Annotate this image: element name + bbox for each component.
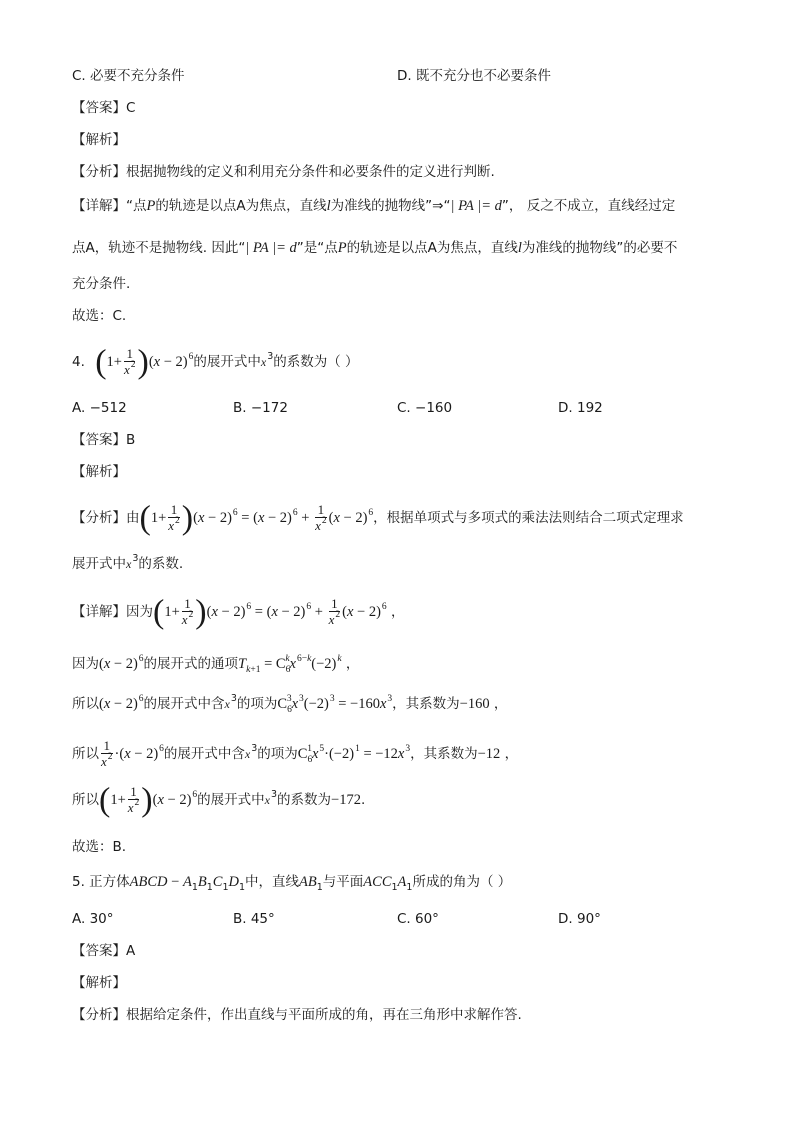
q5-fenxi: 【分析】根据给定条件，作出直线与平面所成的角，再在三角形中求解作答. [72,1007,522,1023]
q4-xiangjie-line4: 所以 $\frac{1}{x^2}$ $\cdot(x - 2)^6$的展开式中含$x^3$的项为$C_6^1x^5\cdot(-2)^1 = -12x^3$，其系数为−12 ， [72,737,519,769]
text: 的轨迹是以点A为焦点，直线 [346,240,518,256]
text: 的展开式中 [193,354,261,370]
text: 5. 正方体 [72,874,130,890]
q3-xiangjie-line2 [72,238,677,258]
q3-xiangjie-line1 [72,196,675,216]
expansion-expr: (1+ $\frac{1}{x^2}$ )$(x - 2)^6 = (x - 2)^6$ + $\frac{1}{x^2}$ $(x - 2)^6$ [153,593,387,631]
text: 点A，轨迹不是抛物线. 因此“ [72,240,246,256]
text: ”是“点 [296,240,338,256]
q4-guxuan: 故选：B. [72,839,127,855]
text: ，其系数为 [410,746,478,762]
q3-guxuan: 故选：C. [72,308,127,324]
text: 的系数. [138,556,184,572]
text: ，其系数为 [392,696,460,712]
q4-option-b: B. −172 [233,400,288,416]
text: 的展开式中 [197,792,265,808]
text: 展开式中 [72,556,126,572]
text: 的展开式中含 [143,696,225,712]
q5-jiexi-heading: 【解析】 [72,975,126,991]
q5-stem: 5. 正方体ABCD − $A_1B_1C_1D_1$中，直线$AB_1$与平面$ACC_1A_1$所成的角为（ ） [72,874,512,893]
text: 所以 [72,746,99,762]
symbol-p: P [337,240,347,256]
q4-stem: 4. (1+ $\frac{1}{x^2}$ )$(x - 2)^6$的展开式中$x^3$的系数为（ ） [72,343,359,381]
q3-option-c: C. 必要不充分条件 [72,68,185,84]
q4-option-a: A. −512 [72,400,127,416]
q5-option-b: B. 45° [233,911,275,927]
text: 的展开式中含 [163,746,245,762]
q5-option-a: A. 30° [72,911,114,927]
expansion-expr: (1+ $\frac{1}{x^2}$ )$(x - 2)^6 = (x - 2)^6$ + $\frac{1}{x^2}$ $(x - 2)^6$ [139,499,374,537]
text: 【详解】因为 [72,604,153,620]
text: 的项为 [236,696,278,712]
q4-xiangjie-line3: 所以$(x - 2)^6$的展开式中含$x^3$的项为$C_6^3x^3(-2)^3 = -160x^3$，其系数为−160 ， [72,693,508,715]
question-number: 4. [72,354,85,370]
q4-jiexi-heading: 【解析】 [72,464,126,480]
text: 所以 [72,696,99,712]
coefficient-value: −172 [331,792,361,808]
expr-one-plus-inv-x2: (1+ $\frac{1}{x^2}$ )$(x - 2)^6$ [95,343,194,381]
text: 的系数为（ ） [273,354,359,370]
q4-xiangjie-line1: 【详解】因为(1+ $\frac{1}{x^2}$ )$(x - 2)^6 = (x - 2)^6$ + $\frac{1}{x^2}$ $(x - 2)^6$ ， [72,593,405,631]
text: 【分析】由 [72,510,140,526]
text: 的项为 [257,746,298,762]
text: 与平面 [322,874,364,890]
coefficient-value: −12 [477,746,501,762]
text: 中，直线 [245,874,300,890]
q3-option-d: D. 既不充分也不必要条件 [397,68,551,84]
symbol-p: P [146,198,156,214]
q5-answer: 【答案】A [72,943,136,959]
q5-option-d: D. 90° [558,911,601,927]
text: ”， 反之不成立，直线经过定 [501,198,676,214]
text: 的展开式的通项 [143,656,239,672]
q4-option-c: C. −160 [397,400,453,416]
text: 为准线的抛物线”的必要不 [521,240,678,256]
q4-xiangjie-line2: 因为$(x - 2)^6$的展开式的通项$T_{k+1} = C_6^kx^{6-k}(-2)^k$ ， [72,654,360,675]
q4-answer: 【答案】B [72,432,136,448]
text: 的轨迹是以点A为焦点，直线 [155,198,327,214]
q4-fenxi-line2: 展开式中$x^3$的系数. [72,553,184,572]
q3-jiexi-heading: 【解析】 [72,132,126,148]
text: 所成的角为（ ） [412,874,512,890]
formula-pa-eq-d: | PA |= d [450,198,502,214]
q3-answer: 【答案】C [72,100,136,116]
formula-pa-eq-d: | PA |= d [245,240,297,256]
q5-option-c: C. 60° [397,911,439,927]
q4-xiangjie-line5: 所以(1+ $\frac{1}{x^2}$ )$(x - 2)^6$的展开式中$x^3$的系数为−172. [72,781,366,819]
q3-xiangjie-line3: 充分条件. [72,276,131,292]
text: 因为 [72,656,99,672]
symbol-l: l [326,198,331,214]
text: 的系数为 [277,792,332,808]
text: 所以 [72,792,99,808]
text: ，根据单项式与多项式的乘法法则结合二项式定理求 [373,510,684,526]
q3-fenxi: 【分析】根据抛物线的定义和利用充分条件和必要条件的定义进行判断. [72,164,495,180]
text: 【详解】“点 [72,198,147,214]
q4-option-d: D. 192 [558,400,603,416]
text: 为准线的抛物线”⇒“ [330,198,451,214]
symbol-l: l [517,240,522,256]
coefficient-value: −160 [459,696,490,712]
q4-fenxi-line1 [72,498,684,540]
